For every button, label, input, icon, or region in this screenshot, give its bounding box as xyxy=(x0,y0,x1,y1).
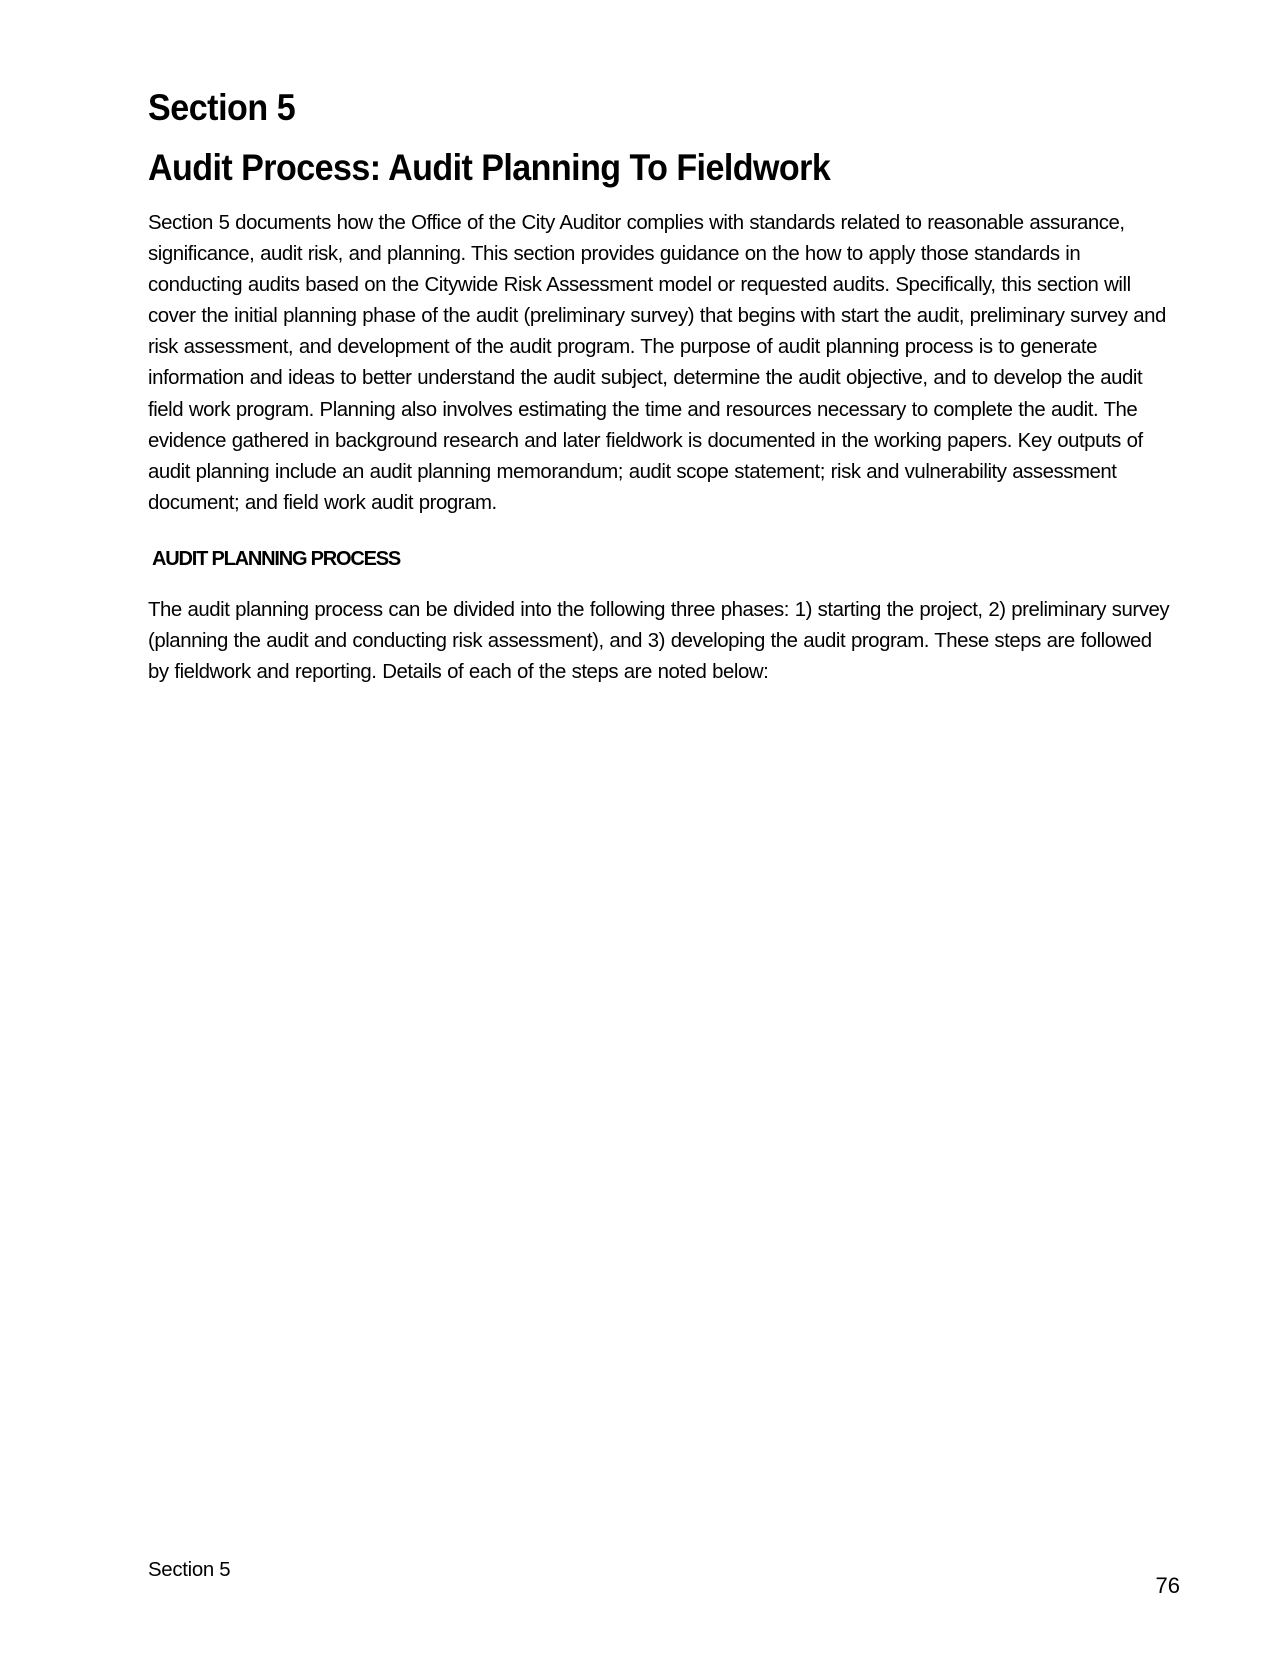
section-number-heading: Section 5 xyxy=(148,87,296,128)
phases-paragraph: The audit planning process can be divided into the following three phases: 1) starting the project, 2) preliminary survey (planning the audit and conducting risk assessment), and 3) developing the audit program. These steps are followed by fieldwork and reporting. Details of each of the steps are noted below: xyxy=(148,598,1170,684)
page-number: 76 xyxy=(1155,1573,1180,1598)
section-title-heading: Audit Process: Audit Planning To Fieldwork xyxy=(148,147,831,188)
footer-section-label: Section 5 xyxy=(148,1559,231,1581)
page-content xyxy=(148,86,1176,688)
intro-paragraph: Section 5 documents how the Office of the City Auditor complies with standards related to reasonable assurance, significance, audit risk, and planning. This section provides guidance on the how to apply those standards in conducting audits based on the Citywide Risk Assessment model or requested audits. Specifically, this section will cover the initial planning phase of the audit (preliminary survey) that begins with start the audit, preliminary survey and risk assessment, and development of the audit program. The purpose of audit planning process is to generate information and ideas to better understand the audit subject, determine the audit objective, and to develop the audit field work program. Planning also involves estimating the time and resources necessary to complete the audit. The evidence gathered in background research and later fieldwork is documented in the working papers. Key outputs of audit planning include an audit planning memorandum; audit scope statement; risk and vulnerability assessment document; and field work audit program. xyxy=(148,212,1166,514)
audit-planning-process-subheading: AUDIT PLANNING PROCESS xyxy=(152,547,401,570)
